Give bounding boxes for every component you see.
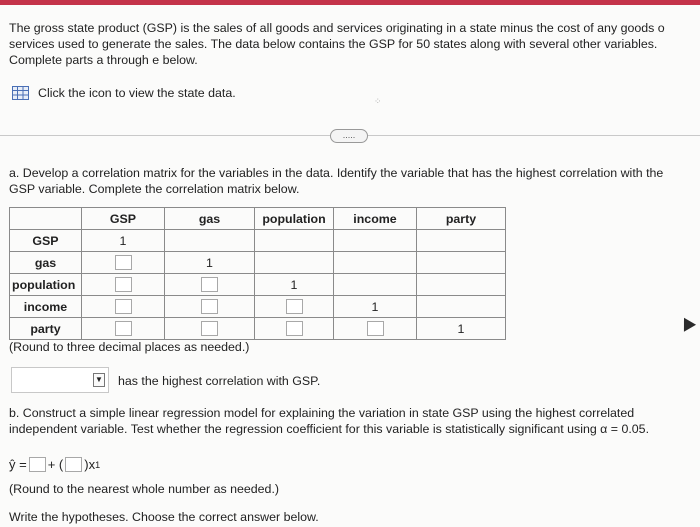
highest-correlation-dropdown[interactable]: [11, 367, 109, 393]
col-header-party: party: [417, 208, 506, 230]
problem-intro: [9, 20, 665, 68]
expand-ellipsis-button[interactable]: .....: [330, 129, 368, 143]
answer-input-population-gas[interactable]: [201, 277, 218, 292]
table-row: [10, 230, 506, 252]
equation-subscript: 1: [95, 459, 101, 470]
answer-input-income-gas[interactable]: [201, 299, 218, 314]
intro-line-2: services used to generate the sales. The data below contains the GSP for 50 states along with several other variables.: [9, 37, 658, 51]
table-row: [10, 318, 506, 340]
intro-line-3: Complete parts a through e below.: [9, 53, 198, 67]
equation-rhs: )x: [84, 457, 96, 472]
rounding-note-b: (Round to the nearest whole number as needed.): [9, 482, 280, 496]
row-header-income: income: [10, 296, 82, 318]
cursor-arrow-icon: [678, 314, 696, 331]
answer-input-income-gsp[interactable]: [115, 299, 132, 314]
highest-correlation-text: has the highest correlation with GSP.: [118, 374, 321, 388]
chevron-down-icon[interactable]: ▼: [93, 373, 105, 387]
top-accent-bar: [0, 0, 700, 5]
matrix-corner: [10, 208, 82, 230]
col-header-gas: gas: [165, 208, 255, 230]
state-data-link[interactable]: [12, 86, 236, 100]
mouse-cursor-icon: ⁘: [374, 96, 382, 106]
answer-input-population-gsp[interactable]: [115, 277, 132, 292]
equation-lhs: ŷ =: [9, 457, 27, 472]
diag-cell: 1: [255, 274, 334, 296]
row-header-gas: gas: [10, 252, 82, 274]
diag-cell: 1: [165, 252, 255, 274]
col-header-gsp: GSP: [82, 208, 165, 230]
slope-input[interactable]: [65, 457, 82, 472]
diag-cell: 1: [82, 230, 165, 252]
row-header-party: party: [10, 318, 82, 340]
intro-line-1: The gross state product (GSP) is the sales of all goods and services originating in a state minus the cost of any goods o: [9, 21, 665, 35]
part-a-line-2: GSP variable. Complete the correlation matrix below.: [9, 182, 300, 196]
rounding-note-a: (Round to three decimal places as needed.): [9, 340, 250, 354]
part-a-line-1: a. Develop a correlation matrix for the variables in the data. Identify the variable that has the highest correlation with the: [9, 166, 664, 180]
intercept-input[interactable]: [29, 457, 46, 472]
diag-cell: 1: [334, 296, 417, 318]
answer-input-party-gsp[interactable]: [115, 321, 132, 336]
table-row: [10, 274, 506, 296]
row-header-gsp: GSP: [10, 230, 82, 252]
row-header-population: population: [10, 274, 82, 296]
correlation-matrix: [9, 207, 506, 340]
hypotheses-prompt: Write the hypotheses. Choose the correct answer below.: [9, 510, 319, 524]
answer-input-income-population[interactable]: [286, 299, 303, 314]
answer-input-party-gas[interactable]: [201, 321, 218, 336]
data-table-icon[interactable]: [12, 86, 29, 100]
table-row: [10, 252, 506, 274]
answer-input-party-income[interactable]: [367, 321, 384, 336]
table-row: [10, 296, 506, 318]
answer-input-party-population[interactable]: [286, 321, 303, 336]
col-header-population: population: [255, 208, 334, 230]
equation-plus: + (: [47, 457, 64, 472]
part-b-line-2: independent variable. Test whether the regression coefficient for this variable is statistically significant using α = 0.05.: [9, 422, 650, 436]
col-header-income: income: [334, 208, 417, 230]
part-b-line-1: b. Construct a simple linear regression model for explaining the variation in state GSP using the highest correlated: [9, 406, 635, 420]
regression-equation: [9, 457, 100, 472]
answer-input-gas-gsp[interactable]: [115, 255, 132, 270]
part-a-prompt: [9, 165, 663, 197]
diag-cell: 1: [417, 318, 506, 340]
state-data-link-label[interactable]: Click the icon to view the state data.: [38, 86, 236, 100]
part-b-prompt: [9, 405, 649, 437]
